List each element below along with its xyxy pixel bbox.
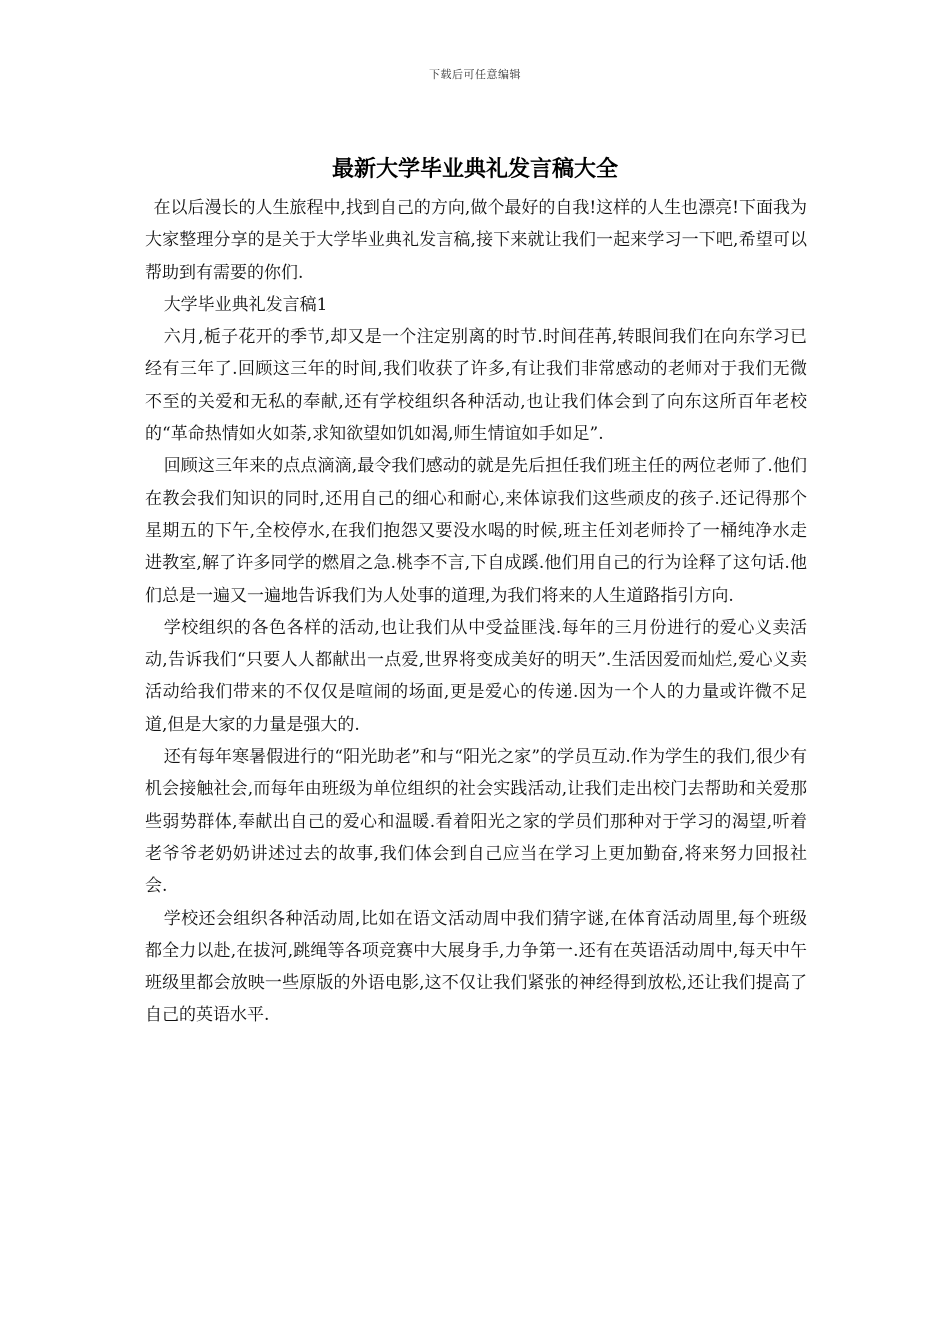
section-heading: 大学毕业典礼发言稿1	[163, 294, 328, 315]
body-paragraph: 学校组织的各色各样的活动,也让我们从中受益匪浅.每年的三月份进行的爱心义卖活动,告诉我们“只要人人都献出一点爱,世界将变成美好的明天”.生活因爱而灿烂,爱心义卖活动给我们带来的不仅仅是喧闹的场面,更是爱心的传递.因为一个人的力量或许微不足道,但是大家的力量是强大的.	[145, 617, 807, 735]
body-paragraph: 学校还会组织各种活动周,比如在语文活动周中我们猜字谜,在体育活动周里,每个班级都全力以赴,在拔河,跳绳等各项竞赛中大展身手,力争第一.还有在英语活动周中,每天中午班级里都会放映一些原版的外语电影,这不仅让我们紧张的神经得到放松,还让我们提高了自己的英语水平.	[145, 908, 807, 1026]
body-paragraph: 还有每年寒暑假进行的“阳光助老”和与“阳光之家”的学员互动.作为学生的我们,很少有机会接触社会,而每年由班级为单位组织的社会实践活动,让我们走出校门去帮助和关爱那些弱势群体,奉献出自己的爱心和温暖.看着阳光之家的学员们那种对于学习的渴望,听着老爷爷老奶奶讲述过去的故事,我们体会到自己应当在学习上更加勤奋,将来努力回报社会.	[145, 747, 807, 897]
document-title: 最新大学毕业典礼发言稿大全	[331, 157, 618, 182]
document-body	[145, 192, 807, 1032]
intro-paragraph: 在以后漫长的人生旅程中,找到自己的方向,做个最好的自我!这样的人生也漂亮!下面我为大家整理分享的是关于大学毕业典礼发言稿,接下来就让我们一起来学习一下吧,希望可以帮助到有需要的你们.	[145, 198, 807, 283]
body-paragraph: 六月,栀子花开的季节,却又是一个注定别离的时节.时间荏苒,转眼间我们在向东学习已经有三年了.回顾这三年的时间,我们收获了许多,有让我们非常感动的老师对于我们无微不至的关爱和无私的奉献,还有学校组织各种活动,也让我们体会到了向东这所百年老校的“革命热情如火如荼,求知欲望如饥如渴,师生情谊如手如足”.	[145, 327, 807, 445]
body-paragraph: 回顾这三年来的点点滴滴,最令我们感动的就是先后担任我们班主任的两位老师了.他们在教会我们知识的同时,还用自己的细心和耐心,来体谅我们这些顽皮的孩子.还记得那个星期五的下午,全校停水,在我们抱怨又要没水喝的时候,班主任刘老师拎了一桶纯净水走进教室,解了许多同学的燃眉之急.桃李不言,下自成蹊.他们用自己的行为诠释了这句话.他们总是一遍又一遍地告诉我们为人处事的道理,为我们将来的人生道路指引方向.	[145, 456, 807, 606]
header-note: 下载后可任意编辑	[429, 68, 521, 81]
